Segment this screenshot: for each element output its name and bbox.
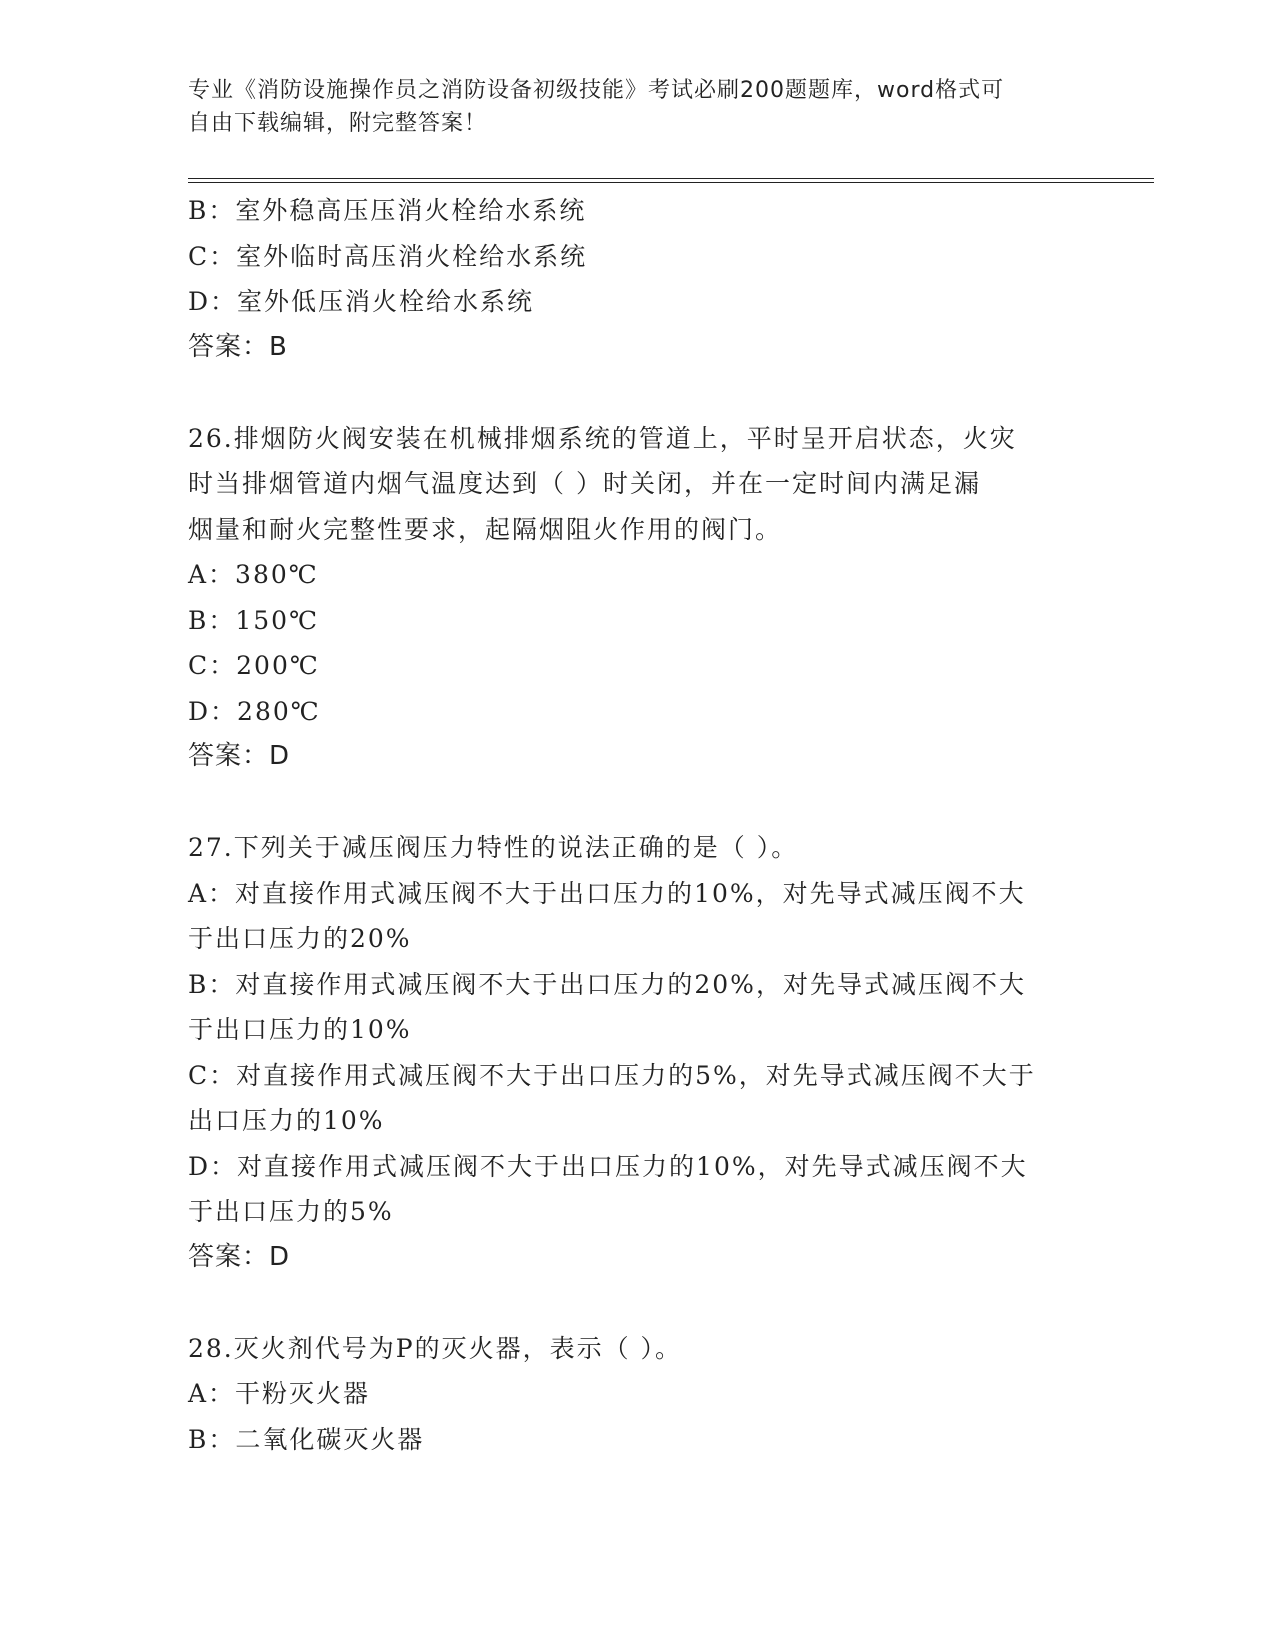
- document-header: [188, 74, 1068, 140]
- question-stem: 28.灭火剂代号为P的灭火器，表示（ ）。: [188, 1333, 683, 1363]
- spacer: [188, 1280, 1088, 1326]
- answer: 答案：D: [188, 741, 291, 771]
- header-line-1: 专业《消防设施操作员之消防设备初级技能》考试必刷200题题库，word格式可: [188, 78, 1005, 103]
- option-b: B：150℃: [188, 605, 320, 635]
- option-b: B：对直接作用式减压阀不大于出口压力的20%，对先导式减压阀不大: [188, 969, 1026, 999]
- answer: 答案：D: [188, 1241, 291, 1272]
- spacer: [188, 780, 1088, 826]
- option-a-cont: 于出口压力的20%: [188, 924, 412, 953]
- option-a: A：对直接作用式减压阀不大于出口压力的10%，对先导式减压阀不大: [188, 878, 1026, 908]
- option-d: D：室外低压消火栓给水系统: [188, 287, 535, 316]
- question-stem: 烟量和耐火完整性要求，起隔烟阻火作用的阀门。: [188, 514, 783, 544]
- question-stem: 27.下列关于减压阀压力特性的说法正确的是（ ）。: [188, 833, 799, 862]
- question-28: [188, 1326, 1088, 1463]
- spacer: [188, 370, 1088, 416]
- question-26: [188, 416, 1088, 780]
- option-b: B：二氧化碳灭火器: [188, 1424, 425, 1454]
- option-c-cont: 出口压力的10%: [188, 1106, 385, 1135]
- question-stem: 26.排烟防火阀安装在机械排烟系统的管道上，平时呈开启状态，火灾: [188, 423, 1017, 453]
- option-a: A：干粉灭火器: [188, 1379, 371, 1408]
- option-c: C：200℃: [188, 651, 320, 680]
- option-c: C：对直接作用式减压阀不大于出口压力的5%，对先导式减压阀不大于: [188, 1060, 1036, 1090]
- header-divider-top: [188, 178, 1154, 179]
- question-stem: 时当排烟管道内烟气温度达到（ ）时关闭，并在一定时间内满足漏: [188, 469, 981, 498]
- option-c: C：室外临时高压消火栓给水系统: [188, 241, 588, 271]
- option-d: D：280℃: [188, 696, 321, 726]
- option-d-cont: 于出口压力的5%: [188, 1197, 394, 1226]
- header-divider-bottom: [188, 182, 1154, 183]
- option-b-cont: 于出口压力的10%: [188, 1015, 412, 1044]
- answer: 答案：B: [188, 331, 288, 362]
- question-list: [188, 188, 1088, 1462]
- option-d: D：对直接作用式减压阀不大于出口压力的10%，对先导式减压阀不大: [188, 1151, 1028, 1181]
- question-27: [188, 825, 1088, 1280]
- header-line-2: 自由下载编辑，附完整答案！: [188, 111, 488, 136]
- option-b: B：室外稳高压压消火栓给水系统: [188, 196, 587, 225]
- question-25: [188, 188, 1088, 370]
- option-a: A：380℃: [188, 560, 319, 589]
